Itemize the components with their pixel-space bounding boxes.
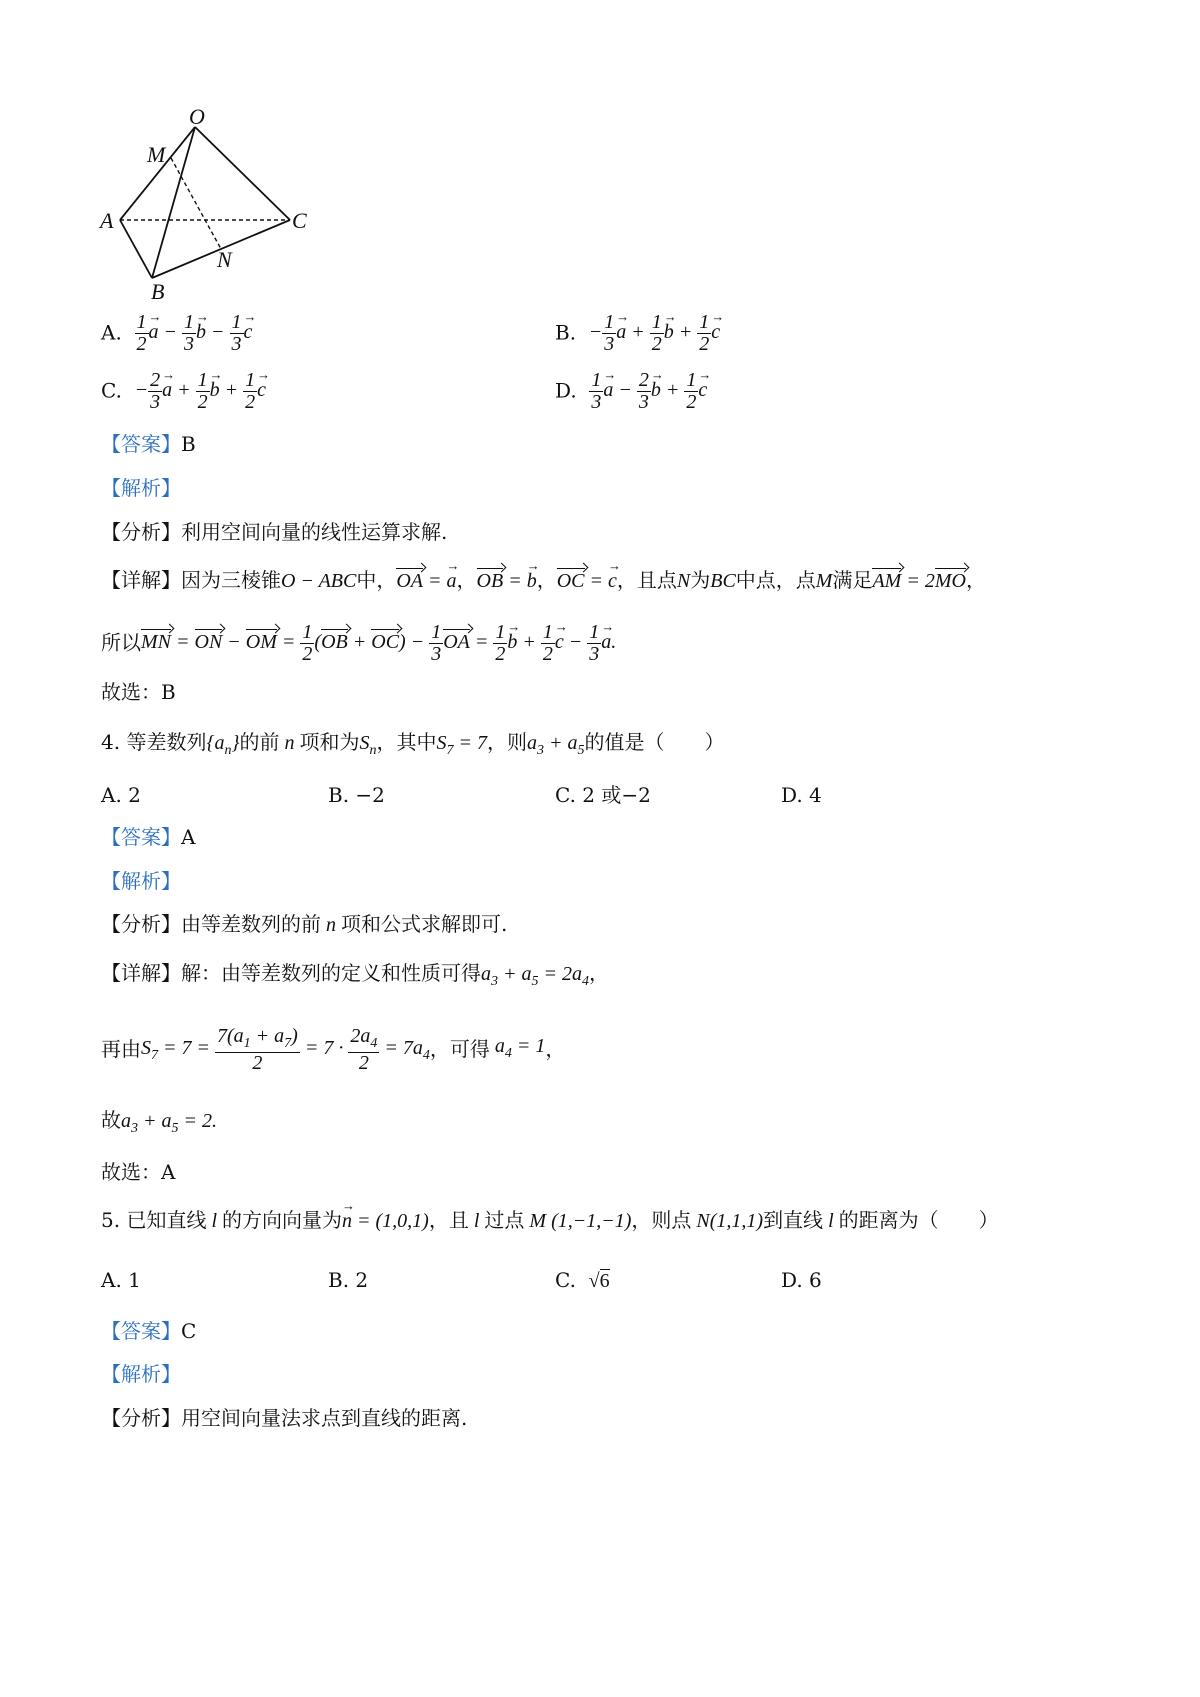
q5-option-b: B. 2 — [328, 1268, 369, 1292]
answer-value: A — [181, 825, 196, 849]
q3-detail-line2: 所以MN = ON − OM = $\frac{1}{2}$ (OB + OC) − $\frac{1}{3}$ OA = $\frac{1}{2}$ → b + $\frac{1}{2}$ → c − $\frac{1}{3}$ → a. — [101, 622, 616, 665]
stem-text: 项和为 — [299, 730, 360, 754]
q3-option-d-expr: $\frac{1}{3}$ → a − $\frac{2}{3}$ → b + $\frac{1}{2}$ → c — [589, 379, 707, 401]
q4-answer — [101, 827, 195, 847]
label-A: A — [100, 208, 114, 233]
answer-tag: 【答案】 — [101, 432, 181, 456]
q3-option-c-label: C. — [101, 378, 122, 403]
stem-text: 的值是（ ） — [584, 730, 725, 754]
label-C: C — [292, 208, 307, 233]
stem-text: 过点 — [484, 1208, 525, 1232]
q4-option-c: C. 2 或−2 — [555, 783, 651, 807]
fenxi-tag: 【分析】 — [101, 520, 181, 544]
detail-text: 满足 — [832, 568, 873, 592]
q5-answer — [101, 1321, 196, 1341]
fenxi-text: 用空间向量法求点到直线的距离. — [181, 1406, 468, 1430]
edge-AB — [120, 220, 152, 278]
detail-text: 解：由等差数列的定义和性质可得 — [181, 961, 481, 985]
q3-option-c — [101, 370, 266, 413]
edge-OA — [120, 127, 195, 220]
tetrahedron-figure — [95, 100, 325, 310]
label-N: N — [217, 247, 232, 272]
q4-detail-line1: 【详解】解：由等差数列的定义和性质可得$a_3 + a_5 = 2a_4$， — [101, 961, 609, 989]
q3-option-b-expr: − $\frac{1}{3}$ → a + $\frac{1}{2}$ → b + $\frac{1}{2}$ → c — [589, 321, 720, 343]
fenxi-text: 由等差数列的前 — [181, 912, 321, 936]
detail-text: 中点，点 — [735, 568, 816, 592]
answer-value: C — [181, 1319, 197, 1343]
stem-text: ，其中 — [376, 730, 437, 754]
line-prefix: 故 — [101, 1108, 121, 1132]
q3-choose: 故选：B — [101, 680, 176, 704]
detail-tag: 【详解】 — [101, 961, 181, 985]
fenxi-tag: 【分析】 — [101, 912, 181, 936]
answer-tag: 【答案】 — [101, 1319, 181, 1343]
detail-text: 中， — [356, 568, 397, 592]
q4-option-a: A. 2 — [101, 783, 141, 807]
q5-option-c: C. √6 — [555, 1268, 610, 1292]
q4-option-d: D. 4 — [781, 783, 822, 807]
line-mid: ，可得 — [429, 1036, 490, 1061]
q4-analysis-tag: 【解析】 — [101, 869, 181, 893]
label-M: M — [147, 142, 166, 167]
stem-text: ，则 — [486, 730, 527, 754]
line-prefix: 再由 — [101, 1036, 141, 1061]
q3-option-b-label: B. — [555, 320, 577, 345]
answer-value: B — [181, 432, 196, 456]
detail-text: 为 — [690, 568, 711, 592]
fenxi-tag: 【分析】 — [101, 1406, 181, 1430]
segment-MN-dashed — [171, 158, 221, 249]
q5-fenxi — [101, 1408, 467, 1428]
detail-tag: 【详解】 — [101, 568, 181, 592]
q3-option-a-expr: $\frac{1}{2}$ → a − $\frac{1}{3}$ → b − $\frac{1}{3}$ → c — [135, 321, 253, 343]
q5-analysis-tag: 【解析】 — [101, 1362, 181, 1386]
q3-analysis-tag: 【解析】 — [101, 476, 181, 500]
stem-text: 4. 等差数列 — [101, 730, 207, 754]
q3-fenxi — [101, 522, 447, 542]
answer-tag: 【答案】 — [101, 825, 181, 849]
q4-stem: 4. 等差数列$\{a_n\}$的前 n 项和为$S_n$，其中$S_7 = 7$，则$a_3 + a_5$的值是（ ） — [101, 730, 725, 758]
edge-OC — [195, 127, 290, 220]
label-O: O — [189, 104, 205, 129]
label-B: B — [151, 279, 165, 304]
stem-text: 的前 — [239, 730, 280, 754]
q5-stem: 5. 已知直线 l 的方向向量为→ n = (1,0,1)，且 l 过点 M (1,−1,−1)，则点 N(1,1,1)到直线 l 的距离为（ ） — [101, 1210, 999, 1231]
q4-choose: 故选：A — [101, 1160, 176, 1184]
detail-text: 因为三棱锥 — [181, 568, 281, 592]
option-label: C. — [555, 1268, 576, 1292]
q3-option-d — [555, 370, 707, 413]
stem-text: ，且 — [428, 1208, 469, 1232]
q3-option-b — [555, 312, 720, 355]
fenxi-text: 利用空间向量的线性运算求解. — [181, 520, 448, 544]
stem-text: ，则点 — [631, 1208, 692, 1232]
q4-option-b: B. −2 — [328, 783, 385, 807]
q3-option-a-label: A. — [101, 320, 122, 345]
q4-detail-line3: 故$a_3 + a_5 = 2$. — [101, 1108, 217, 1136]
q3-option-a — [101, 312, 252, 355]
q5-option-a: A. 1 — [101, 1268, 141, 1292]
q3-answer — [101, 434, 196, 454]
stem-text: 的方向向量为 — [222, 1208, 343, 1232]
detail-text: ，且点 — [616, 568, 677, 592]
q3-detail-line1: 【详解】因为三棱锥O − ABC中，OA = → a，OB = → b，OC = → c，且点N为BC中点，点M满足AM = 2MO， — [101, 570, 986, 591]
q3-option-c-expr: − $\frac{2}{3}$ → a + $\frac{1}{2}$ → b + $\frac{1}{2}$ → c — [135, 379, 266, 401]
line-prefix: 所以 — [101, 630, 141, 655]
q4-detail-line2: 再由$S_7 = 7$ = $\frac{7(a_1 + a_7)}{2}$ = 7 · $\frac{2a_4}{2}$ = $7a_4$，可得 $a_4 = 1$， — [101, 1025, 566, 1074]
fenxi-text: 项和公式求解即可. — [341, 912, 508, 936]
stem-text: 5. 已知直线 — [101, 1208, 207, 1232]
q5-option-d: D. 6 — [781, 1268, 822, 1292]
stem-text: 到直线 — [763, 1208, 824, 1232]
stem-text: 的距离为（ ） — [838, 1208, 999, 1232]
q4-fenxi: 【分析】由等差数列的前 n 项和公式求解即可. — [101, 912, 508, 936]
q3-option-d-label: D. — [555, 378, 577, 403]
